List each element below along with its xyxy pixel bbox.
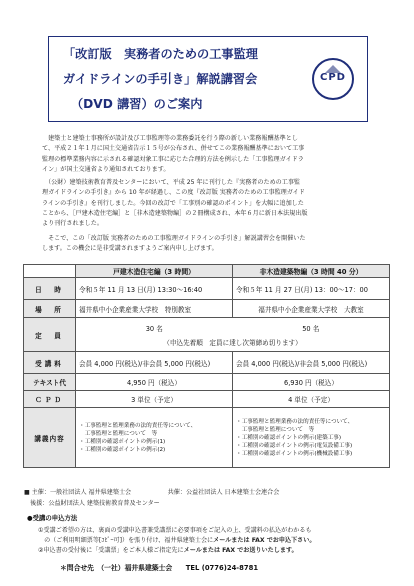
intro-line: 監理の標準業務内容に示される確認対象工事に応じた合理的方法を例示した「工事監理ガイドラ (42, 155, 304, 163)
title-line-1: 「改訂版 実務者のための工事監理 (63, 47, 258, 61)
contents-b (233, 408, 390, 468)
table-row (24, 300, 390, 318)
list-item: ・工種別の確認ポイントの例示(1) (79, 438, 166, 445)
row-label-datetime: 日 時 (24, 278, 76, 300)
table-row (24, 408, 390, 468)
list-item: ・工事監理と監理業務の法的責任等について、 (236, 418, 354, 425)
intro-line: より刊行されました。 (42, 220, 103, 228)
capacity-cell (76, 318, 390, 352)
intro-paragraph-3 (42, 234, 382, 255)
intro-line: そこで、この「改訂版 実務者のための工事監理ガイドラインの手引き」解説講習会を開催いた (42, 235, 306, 242)
application-title: ●受講の申込方法 (27, 514, 78, 522)
header-wooden-house: 戸建木造住宅編（3 時間） (76, 265, 233, 278)
row-label-text-fee: テキスト代 (24, 374, 76, 391)
row-label-venue: 場 所 (24, 300, 76, 318)
cpd-a: 3 単位（予定） (76, 391, 233, 408)
title-line-2: ガイドラインの手引き」解説講習会 (63, 72, 258, 86)
list-item: ・工事監理と監理業務の法的責任等について、 (79, 422, 197, 429)
application-line-2b: メールまたは FAX でお申込下さい。 (213, 537, 316, 544)
application-line-3a: ②申込書の受付後に「受講票」をご本人様ご指定先に (38, 547, 184, 554)
intro-line: イン」が国土交通省より通知されております。 (42, 165, 170, 173)
corner-cell (24, 265, 76, 278)
table-row (24, 374, 390, 391)
logo-text: CPD (320, 72, 346, 83)
fee-b: 会員 4,000 円(税込)/非会員 5,000 円(税込) (233, 352, 390, 374)
organizers-line-1: ■ 主催：一般社団法人 福井県建築士会 共催：公益社団法人 日本建築士会連合会 (24, 489, 280, 496)
intro-line: 理ガイドラインの手引き』から 10 年が経過し、この度『改訂版 実務者のための工事監理ガイド (42, 189, 305, 197)
application-line-1: ①受講ご希望の方は、裏面の受講申込書兼受講票に必要事項をご記入の上、受講料の払込がわかるも (38, 527, 312, 534)
header-non-wooden: 非木造建築物編（3 時間 40 分） (233, 265, 390, 278)
application-line-3 (38, 545, 298, 554)
intro-line: （公財）建築技術教育普及センターにおいて、平成 25 年に刊行した『実務者のための工事監 (42, 179, 301, 186)
table-row (24, 352, 390, 374)
intro-line: します。この機会に是非受講されますようご案内申し上げます。 (42, 245, 218, 253)
row-label-fee: 受講料 (24, 352, 76, 374)
cpd-logo-icon (312, 58, 354, 100)
organizers-line-2: 後援：公益財団法人 建築技術教育普及センター (24, 500, 160, 507)
text-fee-b: 6,930 円（税込） (233, 374, 390, 391)
capacity-a: 30 名 (145, 324, 163, 333)
datetime-a: 令和５年 11 月 13 日(月) 13:30～16:40 (76, 278, 233, 300)
capacity-note: （申込先着順 定員に達し次第締め切ります） (163, 338, 302, 347)
intro-line: 建築士と建築士事務所が設計及び工事監理等の業務委託を行う際の新しい業務報酬基準とし (42, 135, 298, 142)
list-item: 工事監理と監理について 等 (236, 426, 315, 433)
row-label-capacity: 定 員 (24, 318, 76, 352)
text-fee-a: 4,950 円（税込） (76, 374, 233, 391)
intro-line: ことから、［戸建木造住宅編］と［非木造建築物編］の２冊構成され、本年６月に新日本法規出版 (42, 209, 308, 217)
intro-paragraph-2 (42, 178, 382, 229)
venue-a: 福井県中小企業産業大学校 特別教室 (76, 300, 233, 318)
venue-b: 福井県中小企業産業大学校 大教室 (233, 300, 390, 318)
capacity-b: 50 名 (302, 324, 320, 333)
title-line-3: （DVD 講習）のご案内 (71, 97, 203, 111)
table-header-row (24, 265, 390, 278)
course-info-table (23, 264, 390, 468)
table-row (24, 278, 390, 300)
list-item: 工事監理と監理について 等 (79, 430, 158, 437)
application-line-2 (38, 535, 315, 544)
table-row (24, 391, 390, 408)
cpd-b: 4 単位（予定） (233, 391, 390, 408)
intro-line: ラインの手引き』を刊行しました。今回の改訂で「工事別の確認のポイント」を大幅に追加した (42, 199, 304, 207)
row-label-cpd: ＣＰＤ (24, 391, 76, 408)
intro-line: て、平成２１年１月に国土交通省告示１５号が公布され、併せてこの業務報酬基準において工事 (42, 145, 305, 153)
contents-a (76, 408, 233, 468)
list-item: ・工種別の確認ポイントの例示(機械設備工事) (236, 450, 353, 457)
list-item: ・工種別の確認ポイントの例示(2) (79, 446, 166, 453)
fee-a: 会員 4,000 円(税込)/非会員 5,000 円(税込) (76, 352, 233, 374)
application-line-3b: メールまたは FAX でお送りいたします。 (183, 547, 298, 554)
list-item: ・工種別の確認ポイントの例示(建築工事) (236, 434, 342, 441)
table-row (24, 318, 390, 352)
datetime-b: 令和５年 11 月 27 日(月) 13：00～17：00 (233, 278, 390, 300)
application-line-2a: の（ご利用明細票等[ｺﾋﾟｰ可]）を張り付け、福井県建築士会に (38, 537, 214, 544)
intro-paragraph-1 (42, 134, 382, 175)
row-label-contents: 講義内容 (24, 408, 76, 468)
contact-info: ＊問合せ先 （一社）福井県建築士会 TEL (0776)24-8781 (60, 564, 259, 572)
list-item: ・工種別の確認ポイントの例示(電気設備工事) (236, 442, 353, 449)
